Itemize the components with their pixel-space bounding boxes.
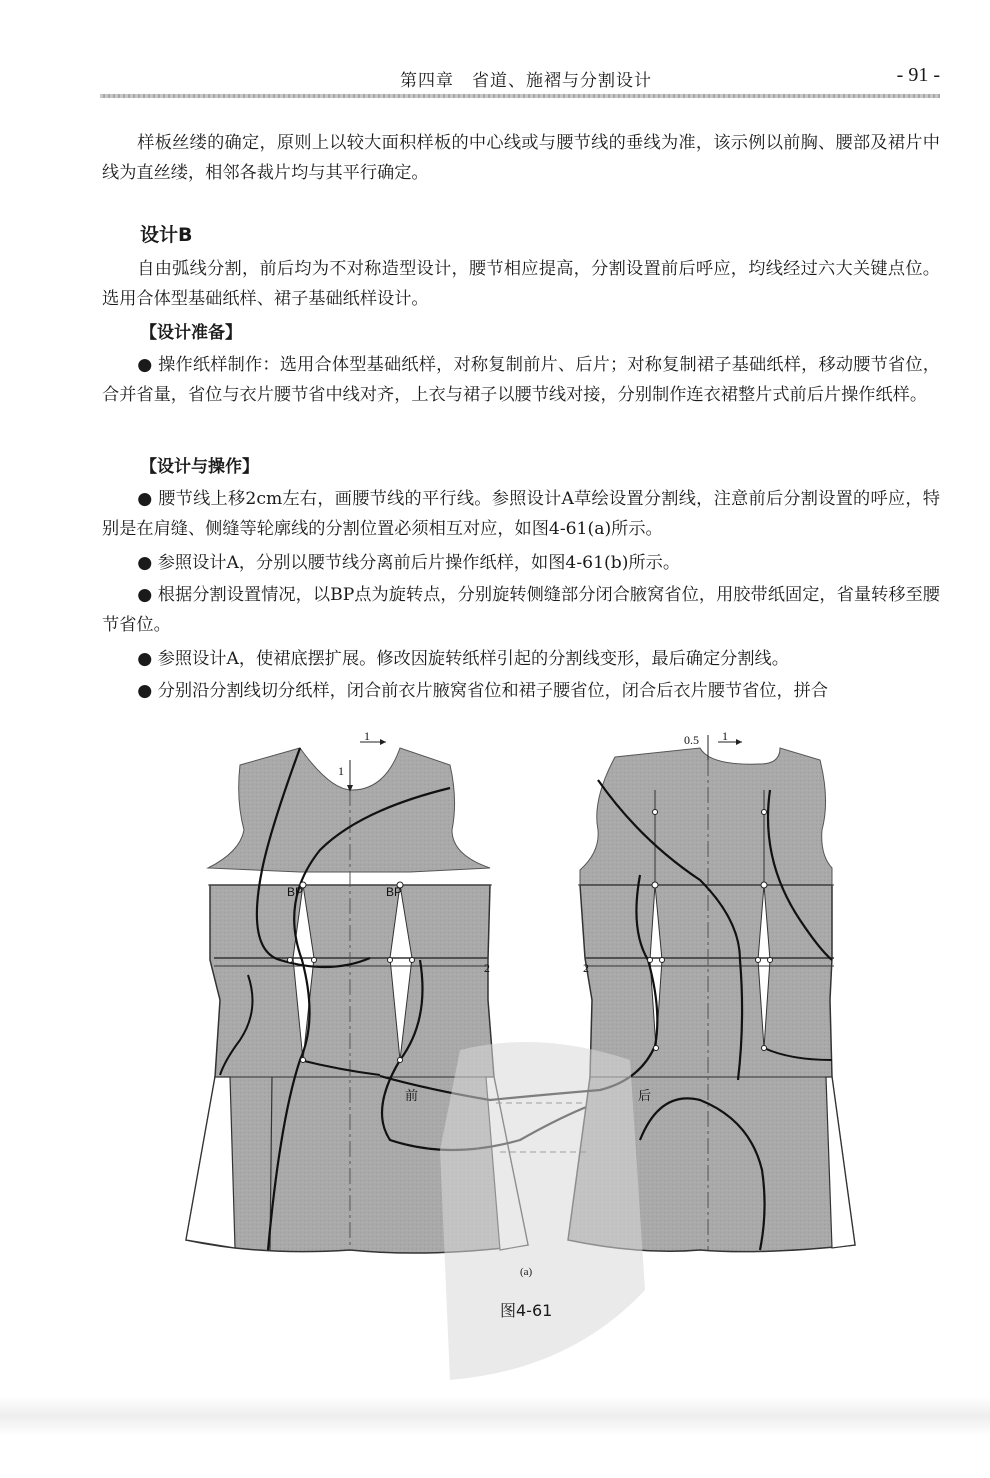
- paragraph-design-b: 自由弧线分割，前后均为不对称造型设计，腰节相应提高，分割设置前后呼应，均线经过六大关键点位。选用合体型基础纸样、裙子基础纸样设计。: [102, 259, 940, 309]
- front-left-panel: [186, 1077, 235, 1248]
- back-bodice-shape: [580, 748, 832, 885]
- bullet-expand: ● 参照设计A，使裙底摆扩展。修改因旋转纸样引起的分割线变形，最后确定分割线。: [137, 649, 789, 669]
- section-title: 设计B: [140, 224, 193, 246]
- bp-label-left: BP: [287, 885, 304, 899]
- bp-label-right: BP: [386, 885, 403, 899]
- watermark-text: PDG: [540, 1370, 583, 1394]
- paragraph-grain: 样板丝缕的确定，原则上以较大面积样板的中心线或与腰节线的垂线为准，该示例以前胸、腰部及裙片中线为直丝缕，相邻各裁片均与其平行确定。: [102, 133, 940, 183]
- bullet-separate: ● 参照设计A，分别以腰节线分离前后片操作纸样，如图4-61(b)所示。: [137, 553, 681, 573]
- front-bodice-shape: [208, 748, 490, 872]
- prep-heading: 【设计准备】: [140, 323, 242, 343]
- back-label: 后: [638, 1089, 652, 1104]
- back-mark-half: 0.5: [684, 733, 699, 747]
- operation-heading: 【设计与操作】: [140, 457, 259, 477]
- chapter-title: 第四章 省道、施褶与分割设计: [400, 71, 652, 91]
- header-rule: [100, 94, 940, 98]
- bullet-waistline: ● 腰节线上移2cm左右，画腰节线的平行线。参照设计A草绘设置分割线，注意前后分割设置的呼应，特别是在肩缝、侧缝等轮廓线的分割位置必须相互对应，如图4-61(a)所示。: [102, 489, 940, 539]
- scan-bottom-band: [0, 1396, 990, 1436]
- bullet-cut: ● 分别沿分割线切分纸样，闭合前衣片腋窝省位和裙子腰省位，闭合后衣片腰节省位，拼合: [137, 681, 829, 701]
- front-mark-2: 2: [484, 961, 490, 975]
- page-number: - 91 -: [896, 64, 940, 86]
- front-mark-1b: 1: [338, 764, 344, 778]
- back-mark-2: 2: [583, 961, 589, 975]
- bullet-pattern-making: ● 操作纸样制作：选用合体型基础纸样，对称复制前片、后片；对称复制裙子基础纸样，移动腰节省位，合并省量，省位与衣片腰节省中线对齐，上衣与裙子以腰节线对接，分别制作连衣裙整片式前后片操作纸样。: [102, 355, 940, 405]
- bullet-rotate: ● 根据分割设置情况，以BP点为旋转点，分别旋转侧缝部分闭合腋窝省位，用胶带纸固定，省量转移至腰节省位。: [102, 585, 940, 635]
- running-head: [100, 62, 940, 98]
- figure-caption: 图4-61: [500, 1301, 553, 1320]
- back-mark-1: 1: [722, 729, 728, 743]
- figure-sublabel: (a): [520, 1266, 533, 1278]
- watermark-seal: [430, 1030, 660, 1390]
- front-label: 前: [405, 1089, 419, 1104]
- front-mark-1a: 1: [364, 729, 370, 743]
